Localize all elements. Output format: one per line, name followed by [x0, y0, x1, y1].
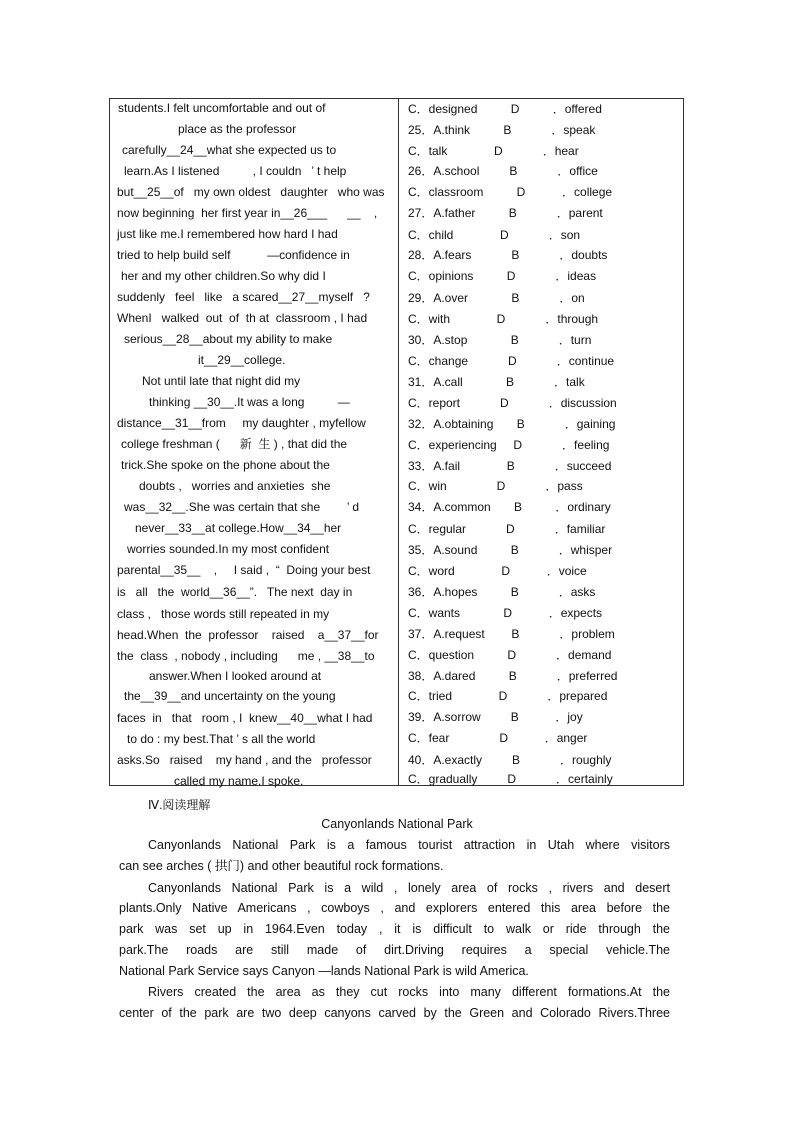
passage-line: carefully__24__what she expected us to: [122, 143, 337, 157]
option-row: 33．A.fail B ．succeed: [408, 459, 612, 473]
option-row: 38．A.dared B ．preferred: [408, 669, 618, 683]
passage-line: place as the professor: [178, 122, 297, 136]
paragraph-line: center of the park are two deep canyons carved by the Green and Colorado Rivers.Three: [119, 1006, 670, 1020]
paragraph-line: Rivers created the area as they cut rocks into many different formations.At the: [148, 985, 670, 999]
passage-line: now beginning her first year in__26___ __ ,: [117, 206, 378, 220]
option-row: C．experiencing D ．feeling: [408, 438, 610, 452]
passage-line: doubts , worries and anxieties she: [139, 479, 331, 493]
paragraph-line: National Park Service says Canyon —lands National Park is wild America.: [119, 964, 529, 978]
option-row: C．win D ．pass: [408, 479, 583, 493]
paragraph-line: park.The roads are still made of dirt.Driving requires a special vehicle.The: [119, 943, 670, 957]
passage-line: Not until late that night did my: [142, 374, 301, 388]
passage-line: suddenly feel like a scared__27__myself ?: [117, 290, 370, 304]
table-column-divider: [398, 98, 399, 786]
passage-line: never__33__at college.How__34__her: [135, 521, 342, 535]
option-row: C．gradually D ．certainly: [408, 772, 613, 786]
passage-line: answer.When I looked around at: [149, 669, 322, 683]
passage-line: it__29__college.: [198, 353, 286, 367]
option-row: C．talk D ．hear: [408, 144, 579, 158]
passage-line: worries sounded.In my most confident: [127, 542, 330, 556]
option-row: C．opinions D ．ideas: [408, 269, 597, 283]
passage-line: her and my other children.So why did I: [121, 269, 326, 283]
paragraph-line: park was set up in 1964.Even today , it is difficult to walk or ride through the: [119, 922, 670, 936]
option-row: C．fear D ．anger: [408, 731, 588, 745]
option-row: 39．A.sorrow B ．joy: [408, 710, 583, 724]
passage-line: serious__28__about my ability to make: [124, 332, 333, 346]
paragraph-line: Canyonlands National Park is a wild , lonely area of rocks , rivers and desert: [148, 881, 670, 895]
option-row: C．with D ．through: [408, 312, 599, 326]
passage-line: tried to help build self —confidence in: [117, 248, 350, 262]
passage-line: was__32__.She was certain that she ’ d: [124, 500, 360, 514]
passage-line: college freshman ( 新 生 ) , that did the: [121, 437, 348, 451]
option-row: 25．A.think B ．speak: [408, 123, 596, 137]
option-row: C．change D ．continue: [408, 354, 615, 368]
article-title: Canyonlands National Park: [321, 817, 473, 831]
passage-line: learn.As I listened , I couldn ’ t help: [124, 164, 347, 178]
option-row: C．word D ．voice: [408, 564, 587, 578]
option-row: C．question D ．demand: [408, 648, 612, 662]
passage-line: students.I felt uncomfortable and out of: [118, 101, 326, 115]
option-row: C．classroom D ．college: [408, 185, 613, 199]
passage-line: WhenI walked out of th at classroom , I had: [117, 311, 368, 325]
passage-line: class , those words still repeated in my: [117, 607, 330, 621]
passage-line: to do : my best.That ’ s all the world: [127, 732, 316, 746]
option-row: C．tried D ．prepared: [408, 689, 608, 703]
passage-line: parental__35__ , I said , “ Doing your best: [117, 563, 371, 577]
option-row: C．report D ．discussion: [408, 396, 617, 410]
paragraph-line: plants.Only Native Americans , cowboys , and explorers entered this area before the: [119, 901, 670, 915]
passage-line: trick.She spoke on the phone about the: [121, 458, 330, 472]
option-row: 36．A.hopes B ．asks: [408, 585, 596, 599]
passage-line: the__39__and uncertainty on the young: [124, 689, 336, 703]
passage-line: called my name.I spoke.: [174, 774, 304, 788]
passage-line: just like me.I remembered how hard I had: [117, 227, 338, 241]
paragraph-line: Canyonlands National Park is a famous tourist attraction in Utah where visitors: [148, 838, 670, 852]
option-row: 30．A.stop B ．turn: [408, 333, 592, 347]
option-row: 37．A.request B ．problem: [408, 627, 615, 641]
section-heading: Ⅳ.阅读理解: [148, 798, 211, 812]
option-row: 27．A.father B ．parent: [408, 206, 603, 220]
option-row: 40．A.exactly B ．roughly: [408, 753, 612, 767]
option-row: 31．A.call B ．talk: [408, 375, 585, 389]
passage-line: asks.So raised my hand , and the professor: [117, 753, 372, 767]
passage-line: distance__31__from my daughter , myfellow: [117, 416, 366, 430]
option-row: 32．A.obtaining B ．gaining: [408, 417, 616, 431]
passage-line: thinking __30__.It was a long —: [149, 395, 350, 409]
option-row: C．child D ．son: [408, 228, 581, 242]
passage-line: head.When the professor raised a__37__for: [117, 628, 379, 642]
paragraph-line: can see arches ( 拱门) and other beautiful rock formations.: [119, 859, 444, 873]
option-row: 26．A.school B ．office: [408, 164, 598, 178]
option-row: C．designed D ．offered: [408, 102, 602, 116]
option-row: 29．A.over B ．on: [408, 291, 585, 305]
option-row: 34．A.common B ．ordinary: [408, 500, 611, 514]
option-row: 35．A.sound B ．whisper: [408, 543, 613, 557]
passage-line: faces in that room , I knew__40__what I had: [117, 711, 373, 725]
passage-line: is all the world__36__”. The next day in: [117, 585, 353, 599]
passage-line: the class , nobody , including me , __38__to: [117, 649, 375, 663]
option-row: 28．A.fears B ．doubts: [408, 248, 608, 262]
passage-line: but__25__of my own oldest daughter who was: [117, 185, 385, 199]
option-row: C．wants D ．expects: [408, 606, 603, 620]
option-row: C．regular D ．familiar: [408, 522, 606, 536]
